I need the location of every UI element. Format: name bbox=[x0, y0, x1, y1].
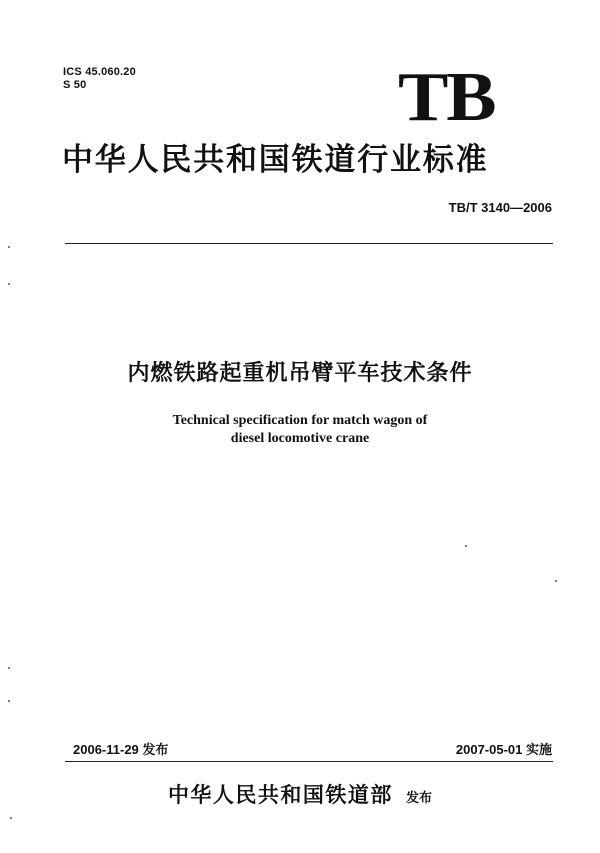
ics-block bbox=[63, 66, 136, 92]
title-en-line-2: diesel locomotive crane bbox=[230, 431, 370, 446]
scan-speck bbox=[10, 817, 12, 819]
bottom-divider bbox=[65, 761, 553, 762]
title-en-line-1: Technical specification for match wagon of bbox=[172, 413, 428, 428]
tb-logo: TB bbox=[398, 59, 495, 136]
top-divider bbox=[65, 243, 553, 244]
issuer-line bbox=[0, 779, 600, 809]
standard-title: 中华人民共和国铁道行业标准 bbox=[62, 142, 489, 178]
effective-date: 2007-05-01 实施 bbox=[455, 742, 552, 757]
document-title-zh: 内燃铁路起重机吊臂平车技术条件 bbox=[127, 361, 473, 386]
issuer-name: 中华人民共和国铁道部 bbox=[167, 783, 393, 807]
scan-speck bbox=[8, 246, 10, 248]
standard-code: TB/T 3140—2006 bbox=[448, 200, 552, 215]
ics-code: ICS 45.060.20 bbox=[63, 66, 136, 78]
classification-code: S 50 bbox=[63, 79, 87, 91]
issue-date: 2006-11-29 发布 bbox=[73, 742, 169, 757]
scan-speck bbox=[555, 580, 557, 582]
scan-speck bbox=[465, 545, 467, 547]
issuer-action: 发布 bbox=[406, 791, 433, 806]
scan-speck bbox=[8, 667, 10, 669]
scan-speck bbox=[8, 283, 10, 285]
scan-speck bbox=[8, 700, 10, 702]
document-title-en bbox=[0, 412, 600, 448]
